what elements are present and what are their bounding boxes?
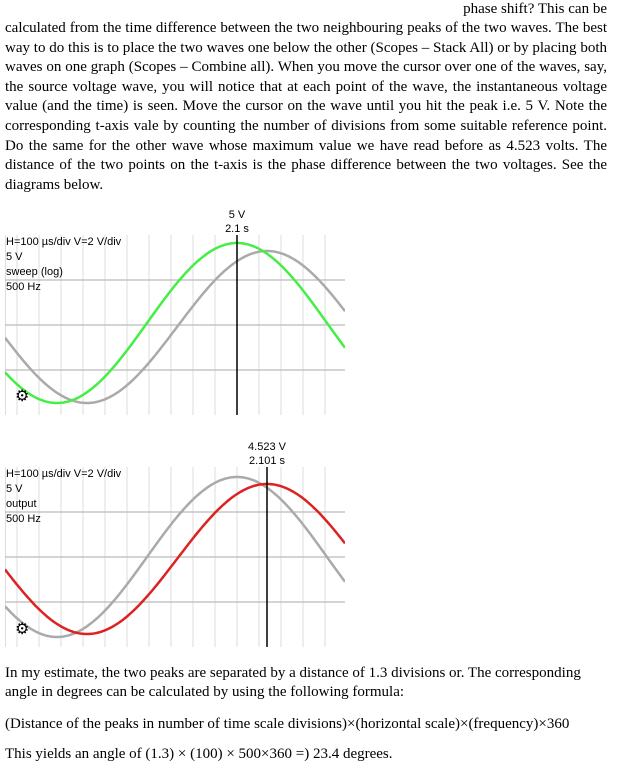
conclusion-text: In my estimate, the two peaks are separated by a distance of 1.3 divisions or. The corresponding angle in degrees can be calculated by using the following formula: (5, 665, 581, 700)
cursor-value: 4.523 V (248, 441, 286, 453)
cursor-readout (237, 440, 297, 468)
cursor-time: 2.1 s (225, 223, 249, 235)
scope-settings: H=100 µs/div V=2 V/div (6, 468, 122, 480)
scope-info (6, 235, 121, 295)
scope-settings: H=100 µs/div V=2 V/div (6, 236, 122, 248)
formula-text: (Distance of the peaks in number of time scale divisions)×(horizontal scale)×(frequency)×360 (5, 716, 570, 732)
gear-icon[interactable]: ⚙ (15, 621, 30, 638)
gear-icon[interactable]: ⚙ (15, 388, 30, 405)
scope-wave-name: sweep (log) (6, 266, 63, 278)
scope-info (6, 467, 121, 527)
text-first-line: phase shift? This can be (463, 1, 607, 17)
paragraph-explanation: calculated from the time difference between the two neighbouring peaks of the two waves. The best way to do this is to place the two waves one below the other (Scopes – Stack All) or by placing both waves on one graph (Scopes – Combine all). When you move the cursor over one of the waves, say, the source voltage wave, you will notice that at each point of the wave, the instantaneous voltage value (and the time) is seen. Move the cursor on the wave until you hit the peak i.e. 5 V. Note the corresponding t-axis vale by counting the number of divisions from some suitable reference point. Do the same for the other wave whose maximum value we have read before as 4.523 volts. The distance of the two points on the t-axis is the phase difference between the two voltages. See the diagrams below. (5, 20, 607, 193)
result-text: This yields an angle of (1.3) × (100) × 500×360 =) 23.4 degrees. (5, 746, 393, 762)
scope-peak: 5 V (6, 483, 23, 495)
scope-sweep (5, 235, 345, 415)
scope-frequency: 500 Hz (6, 281, 41, 293)
scope-peak: 5 V (6, 251, 23, 263)
cursor-time: 2.101 s (248, 455, 286, 467)
cursor-value: 5 V (228, 209, 246, 221)
scope-output (5, 467, 345, 647)
cursor-readout (207, 208, 267, 236)
scope-wave-name: output (6, 498, 37, 510)
scope-frequency: 500 Hz (6, 513, 41, 525)
